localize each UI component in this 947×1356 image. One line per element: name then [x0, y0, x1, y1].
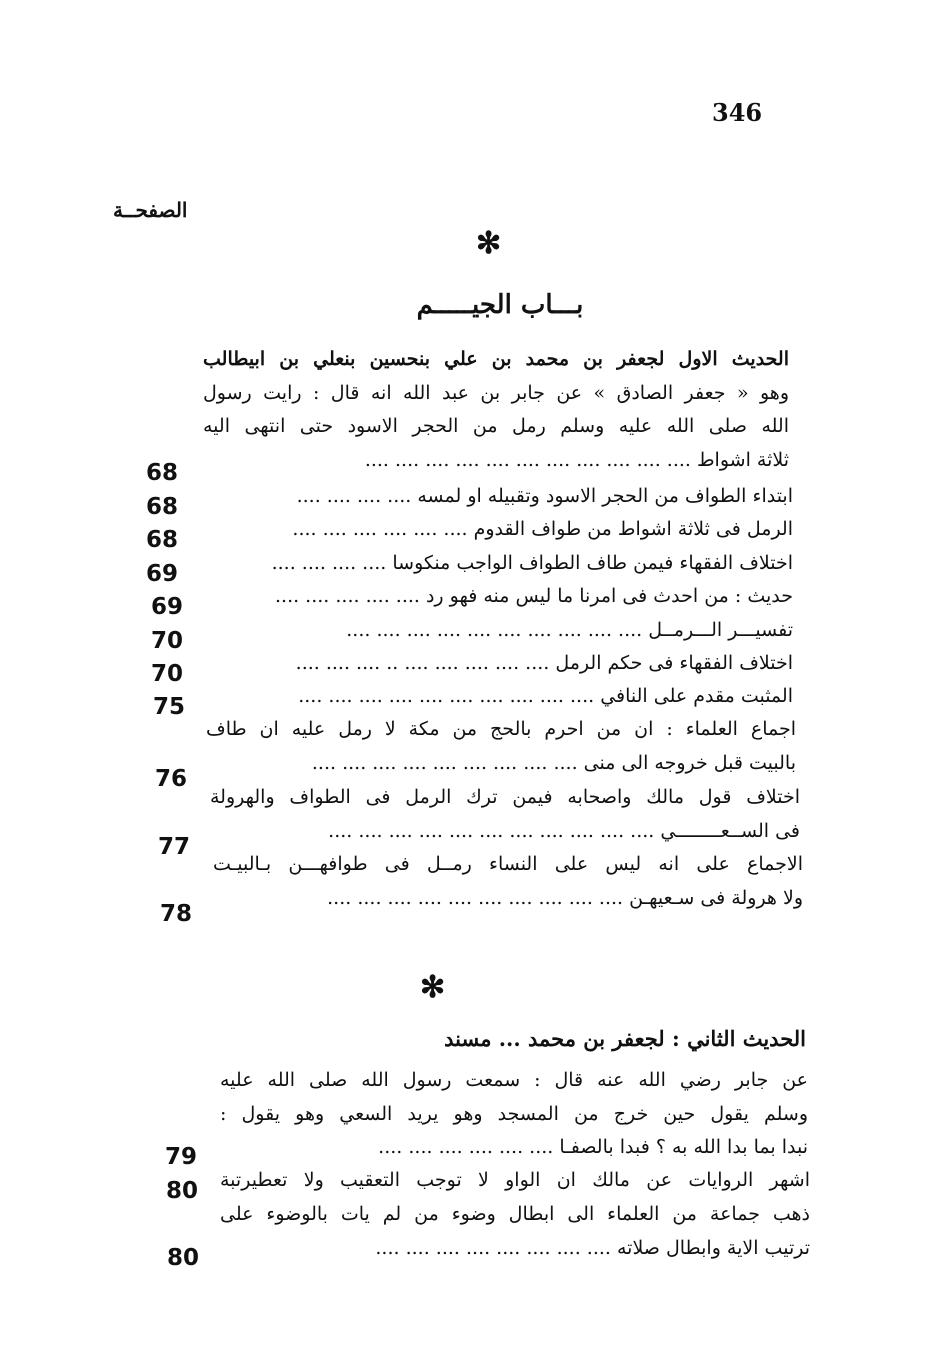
toc-entry: ابتداء الطواف من الحجر الاسود وتقبيله او لمسه .... .... .... ....: [296, 485, 793, 507]
section-title: بـــاب الجيـــــم: [416, 290, 584, 320]
page-ref: 68: [146, 460, 179, 486]
page-ref: 75: [153, 694, 186, 720]
hadith1-line: الله صلى الله عليه وسلم رمل من الحجر الاسود حتى انتهى اليه: [203, 415, 789, 437]
page-ref: 78: [160, 901, 193, 927]
page-ref: 68: [146, 494, 179, 520]
toc-entry: الاجماع على انه ليس على النساء رمــل فى طوافهـــن بـالبيـت ولا هرولة فى سـعيهـن .... .... .... .... .... .... .... .... .... ....: [213, 853, 803, 909]
page-ref: 70: [151, 628, 184, 654]
toc-entry: تفسيـــر الـــرمــل .... .... .... .... .... .... .... .... .... ....: [346, 619, 793, 641]
hadith1-line: الحديث الاول لجعفر بن محمد بن علي بنحسين بنعلي بن ابيطالب: [203, 348, 789, 370]
toc-entry: اشهر الروايات عن مالك ان الواو لا توجب التعقيب ولا تعطيرتبة: [220, 1169, 810, 1191]
page-ref: 76: [155, 766, 188, 792]
ornament-star-top: ✻: [476, 226, 502, 261]
hadith1-line: ثلاثة اشواط .... .... .... .... .... .... .... .... .... .... ....: [364, 448, 789, 471]
toc-entry: اختلاف الفقهاء فيمن طاف الطواف الواجب منكوسا .... .... .... ....: [271, 552, 793, 574]
page-ref: 79: [165, 1144, 198, 1170]
toc-entry: المثبت مقدم على النافي .... .... .... .... .... .... .... .... .... ....: [298, 685, 793, 707]
toc-entry: اختلاف قول مالك واصحابه فيمن ترك الرمل فى الطواف والهرولة فى الســعــــــــي .... .... .... .... .... .... .... .... .... .... ....: [210, 786, 800, 842]
ornament-star-middle: ✻: [420, 970, 446, 1005]
toc-entry: اختلاف الفقهاء فى حكم الرمل .... .... .... .... .... .. .... .... ....: [295, 652, 793, 674]
page-ref: 69: [151, 594, 184, 620]
hadith2-heading: الحديث الثاني : لجعفر بن محمد ... مسند: [444, 1026, 806, 1051]
hadith1-block: [203, 343, 789, 477]
page-number: 346: [712, 98, 763, 127]
page-ref: 80: [167, 1245, 200, 1271]
toc-entry: اجماع العلماء : ان من احرم بالحج من مكة لا رمل عليه ان طاف بالبيت قبل خروجه الى منى .... .... .... .... .... .... .... .... ....: [206, 718, 796, 774]
hadith2-line: نبدا بما بدا الله به ؟ فبدا بالصفـا .... .... .... .... .... ....: [378, 1136, 808, 1158]
page-ref: 68: [146, 527, 179, 553]
page-ref: 69: [146, 561, 179, 587]
page-ref: 70: [151, 661, 184, 687]
page-ref: 77: [158, 834, 191, 860]
hadith2-line: عن جابر رضي الله عنه قال : سمعت رسول الله صلى الله عليه: [220, 1069, 808, 1091]
hadith2-block: [220, 1064, 808, 1165]
toc-entry: الرمل فى ثلاثة اشواط من طواف القدوم .... .... .... .... .... ....: [292, 518, 793, 540]
page-column-header: الصفحــة: [113, 198, 188, 222]
hadith1-line: وهو « جعفر الصادق » عن جابر بن عبد الله انه قال : رايت رسول: [203, 381, 789, 404]
hadith2-line: وسلم يقول حين خرج من المسجد وهو يريد السعي وهو يقول :: [220, 1102, 808, 1125]
toc-entry: ذهب جماعة من العلماء الى ابطال وضوء من لم يات بالوضوء على ترتيب الاية وابطال صلاته .... .... .... .... .... .... .... ....: [220, 1203, 810, 1259]
page-ref: 80: [166, 1178, 199, 1204]
toc-entry: حديث : من احدث فى امرنا ما ليس منه فهو رد .... .... .... .... ....: [274, 585, 793, 607]
